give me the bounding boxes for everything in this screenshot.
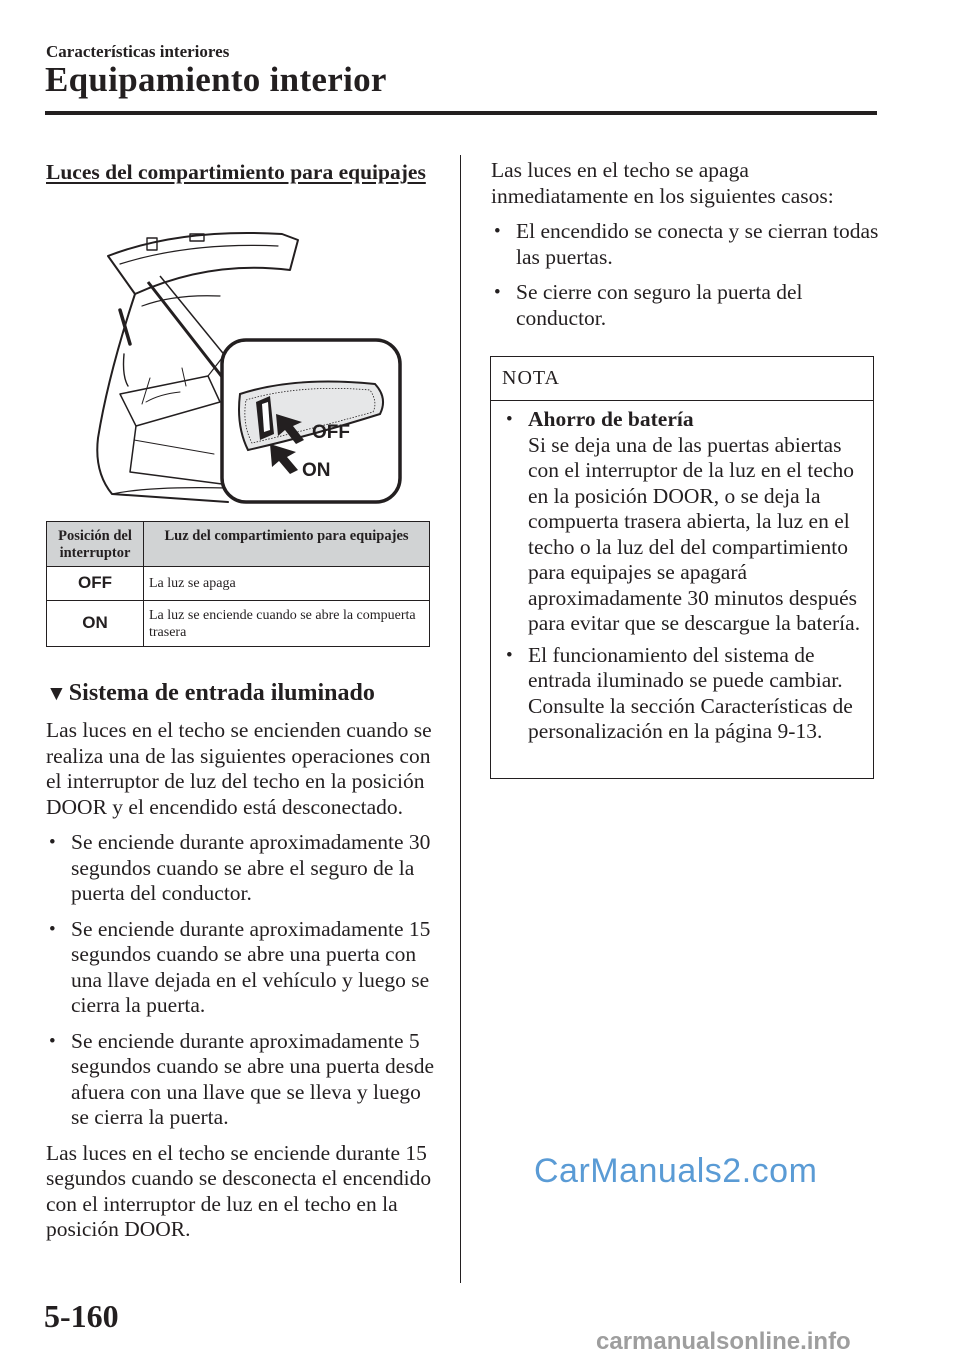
note-item-title: • Ahorro de batería: [528, 407, 694, 431]
on-callout-label: ON: [302, 460, 331, 481]
liftgate-light-illustration: [90, 226, 410, 506]
table-row: [47, 601, 430, 647]
note-items: [503, 407, 863, 745]
footer-watermark: carmanualsonline.info: [596, 1328, 851, 1355]
off-callout-label: OFF: [312, 422, 350, 443]
table-cell-position: ON: [82, 613, 108, 632]
list-item: • Se enciende durante aproximadamente 5 segundos cuando se abre una puerta desde afuera con una llave que se lleva y luego se cierra la puerta.: [46, 1029, 436, 1131]
table-row: [47, 567, 430, 601]
subsection-bullets: [46, 830, 436, 1131]
list-item: • Se cierre con seguro la puerta del conductor.: [491, 280, 881, 331]
left-body: [46, 718, 436, 1243]
list-item: • Se enciende durante aproximadamente 30 segundos cuando se abre el seguro de la puerta del conductor.: [46, 830, 436, 907]
table-cell-position: OFF: [78, 573, 112, 592]
table-cell-description: La luz se enciende cuando se abre la compuerta trasera: [144, 601, 430, 647]
table-cell-description: La luz se apaga: [144, 567, 430, 601]
list-item: • El encendido se conecta y se cierran todas las puertas.: [491, 219, 881, 270]
section-title: Luces del compartimiento para equipajes: [46, 160, 426, 184]
table-header-light: Luz del compartimiento para equipajes: [144, 522, 430, 567]
right-bullets: [491, 219, 881, 331]
light-position-table: [46, 521, 430, 647]
page-title: Equipamiento interior: [45, 60, 387, 99]
list-item: • Se enciende durante aproximadamente 15 segundos cuando se abre una puerta con una llave dejada en el vehículo y luego se cierra la puerta.: [46, 917, 436, 1019]
header-rule: [45, 111, 877, 115]
watermark-logo: CarManuals2.com: [534, 1152, 818, 1190]
note-item-text: • El funcionamiento del sistema de entrada iluminado se puede cambiar. Consulte la sección Características de personalización en la página 9-13.: [528, 642, 853, 743]
subsection-title-text: Sistema de entrada iluminado: [68, 680, 375, 706]
breadcrumb: Características interiores: [46, 42, 230, 61]
right-body: [491, 158, 881, 331]
right-intro: Las luces en el techo se apaga inmediatamente en los siguientes casos:: [491, 158, 834, 208]
list-item: [503, 643, 863, 745]
subsection-intro: Las luces en el techo se encienden cuando se realiza una de las siguientes operaciones con el interruptor de luz del techo en la posición DOOR y el encendido está desconectado.: [46, 718, 432, 819]
list-item: [503, 407, 863, 637]
subsection-title: [46, 677, 436, 709]
note-item-text: Si se deja una de las puertas abiertas con el interruptor de la luz en el techo en la posición DOOR, o se deja la compuerta trasera abierta, la luz en el techo o la luz del del compartimiento para equipajes se apagará aproximadamente 30 minutos después para evitar que se descargue la batería.: [528, 432, 861, 635]
table-header-position: Posición del interruptor: [47, 522, 144, 567]
triangle-marker-icon: ▼: [46, 681, 67, 705]
note-heading: NOTA: [491, 357, 873, 401]
note-box: [490, 356, 874, 779]
subsection-closing: Las luces en el techo se enciende durante 15 segundos cuando se desconecta el encendido con el interruptor de luz en el techo en la posición DOOR.: [46, 1140, 432, 1241]
page-number: 5-160: [44, 1298, 119, 1334]
column-divider: [460, 155, 461, 1283]
